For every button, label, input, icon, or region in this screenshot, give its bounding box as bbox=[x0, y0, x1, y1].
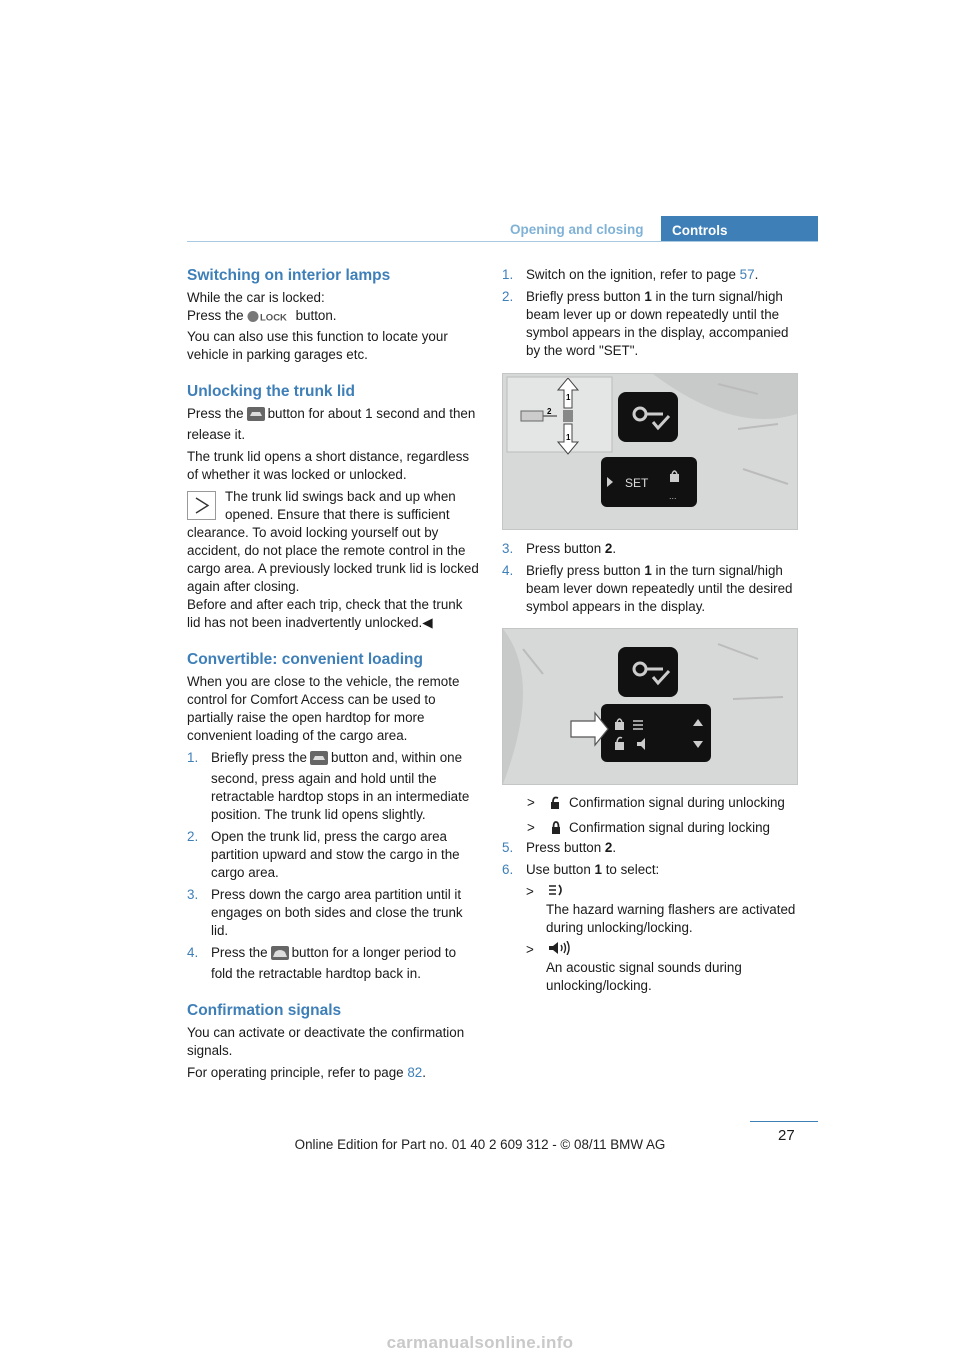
right-column bbox=[502, 266, 802, 360]
list-item: 2. Briefly press button 1 in the turn signal/high beam lever up or down repeatedly until the symbol appears in the display, accompanied by the word "SET". bbox=[502, 289, 789, 358]
list-item: 3. Press down the cargo area partition until it engages on both sides and close the trunk lid. bbox=[187, 887, 463, 938]
edition-footer: Online Edition for Part no. 01 40 2 609 312 - © 08/11 BMW AG bbox=[294, 1137, 666, 1152]
signal-bullets bbox=[527, 794, 802, 840]
section-title: Opening and closing bbox=[510, 222, 644, 237]
paragraph: You can also use this function to locate your vehicle in parking garages etc. bbox=[187, 329, 448, 362]
list-item: 4. Briefly press button 1 in the turn signal/high beam lever down repeatedly until the desired symbol appears in the display. bbox=[502, 563, 793, 614]
list-item: 1. Briefly press the button and, within one second, press again and hold until the retractable hardtop stops in an intermediate position. The trunk lid opens slightly. bbox=[187, 750, 470, 822]
chapter-tab: Controls bbox=[661, 216, 818, 242]
list-item: 5. Press button 2. bbox=[502, 840, 617, 855]
list-item: 2. Open the trunk lid, press the cargo area partition upward and stow the cargo in the cargo area. bbox=[187, 829, 460, 880]
paragraph: When you are close to the vehicle, the remote control for Comfort Access can be used to partially raise the open hardtop for more convenient loading of the cargo area. bbox=[187, 674, 460, 743]
horn-icon bbox=[546, 941, 802, 959]
caution-triangle-icon bbox=[187, 491, 216, 520]
watermark: carmanualsonline.info bbox=[386, 1333, 574, 1352]
list-item: 1. Switch on the ignition, refer to page 57. bbox=[502, 267, 759, 282]
paragraph: You can activate or deactivate the confirmation signals. bbox=[187, 1025, 465, 1058]
lock-icon bbox=[549, 821, 563, 840]
paragraph: While the car is locked: bbox=[187, 290, 325, 305]
figure-signal-display bbox=[502, 628, 798, 785]
heading-convenient-loading: Convertible: convenient loading bbox=[187, 651, 423, 668]
svg-text:SET: SET bbox=[625, 476, 649, 490]
trunk-button-icon bbox=[247, 407, 265, 426]
trunk-button-icon bbox=[310, 751, 328, 770]
lock-button-icon bbox=[247, 310, 293, 328]
list-item: > Confirmation signal during unlocking bbox=[527, 794, 802, 815]
heading-confirmation-signals: Confirmation signals bbox=[187, 1002, 342, 1019]
list-item: > An acoustic signal sounds during unlocking/locking. bbox=[526, 941, 802, 995]
svg-text:2: 2 bbox=[547, 407, 552, 416]
page-link[interactable]: 82 bbox=[407, 1065, 423, 1080]
page-number-rule bbox=[750, 1121, 818, 1122]
list-item: 6. Use button 1 to select: bbox=[502, 862, 660, 877]
paragraph: For operating principle, refer to page 82. bbox=[187, 1065, 426, 1080]
turn-signal-lever-diagram bbox=[547, 382, 577, 444]
unlock-icon bbox=[549, 796, 563, 815]
list-item: 3. Press button 2. bbox=[502, 541, 617, 556]
set-display bbox=[601, 457, 697, 507]
left-column bbox=[187, 266, 479, 1082]
svg-text:1: 1 bbox=[566, 433, 571, 442]
heading-interior-lamps: Switching on interior lamps bbox=[187, 267, 391, 284]
right-column-steps-2 bbox=[502, 839, 802, 995]
hardtop-button-icon bbox=[271, 946, 289, 965]
figure-set-display bbox=[502, 373, 798, 530]
list-item: > The hazard warning flashers are activated during unlocking/locking. bbox=[526, 883, 802, 937]
page-link[interactable]: 57 bbox=[739, 267, 755, 282]
hazard-icon bbox=[546, 883, 802, 901]
paragraph: Press the button for about 1 second and then release it. bbox=[187, 406, 476, 442]
header-rule bbox=[187, 241, 818, 242]
svg-text:...: ... bbox=[669, 491, 677, 501]
list-item: 4. Press the button for a longer period to fold the retractable hardtop back in. bbox=[187, 945, 457, 981]
caution-note: The trunk lid swings back and up when opened. Ensure that there is sufficient clearance. To avoid locking yourself out by accident, do not place the remote control in the cargo area. A previously locked trunk lid is locked again after closing. Before and after each trip, check that the trunk lid has not been inadvertently unlocked.◀ bbox=[187, 489, 479, 630]
svg-text:LOCK: LOCK bbox=[259, 312, 287, 323]
page-number: 27 bbox=[778, 1127, 795, 1144]
right-column-steps bbox=[502, 540, 802, 616]
paragraph: Press the LOCK button. bbox=[187, 307, 479, 328]
svg-text:1: 1 bbox=[566, 393, 571, 402]
heading-trunk-lid: Unlocking the trunk lid bbox=[187, 383, 355, 400]
paragraph: The trunk lid opens a short distance, regardless of whether it was locked or unlocked. bbox=[187, 449, 470, 482]
list-item: > Confirmation signal during locking bbox=[527, 819, 802, 840]
